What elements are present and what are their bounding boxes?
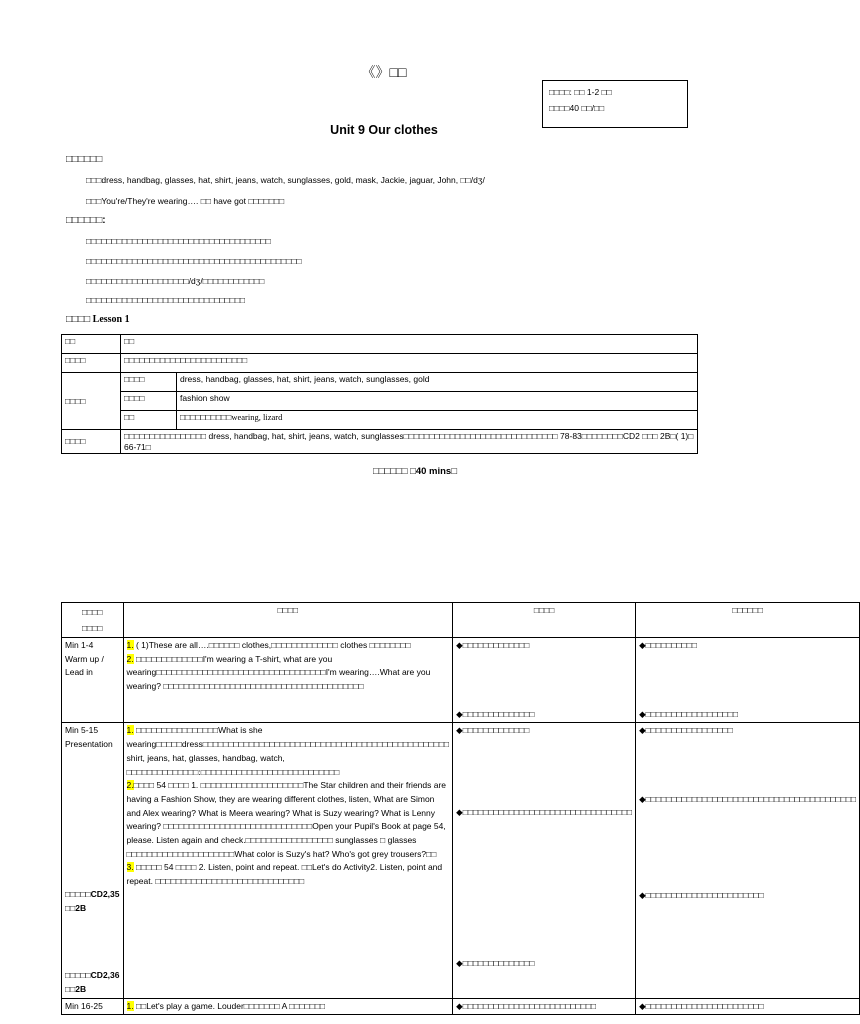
objectives-heading: □□□□□□: bbox=[66, 215, 106, 226]
prep-text: □□□□□□□□□□□□□□□□ dress, handbag, hat, shirt, jeans, watch, sunglasses□□□□□□□□□□□□□□□□□□□□□□□□□□□□□□ 78-83□□□□□□□□CD2 □□□ 2B□( 1)□ 66-71□ bbox=[121, 430, 698, 454]
goal-label: □□□□ bbox=[62, 354, 121, 373]
audio-note: □□□□□CD2,35 □□2B bbox=[65, 888, 120, 913]
table-row bbox=[62, 638, 860, 723]
activity-step bbox=[127, 724, 450, 779]
goal-text: □□□□□□□□□□□□□□□□□□□□□□□□ bbox=[121, 354, 698, 373]
step-number: 2. bbox=[126, 653, 134, 664]
purpose-item: ◆□□□□□□□□□□□□□□□□□□□□□□□ bbox=[639, 1000, 764, 1011]
lesson-info-box bbox=[542, 80, 688, 128]
stage-time-cell bbox=[62, 723, 124, 998]
purpose-item: ◆□□□□□□□□□□□□□□□□□□□□□□□□□□□□□□□□□□□□□□□□□ bbox=[639, 794, 857, 805]
lesson-info-line-2: □□□□40 □□/□□ bbox=[549, 103, 605, 113]
table-row bbox=[62, 411, 698, 430]
document-title: 《》□□ bbox=[361, 64, 407, 80]
step-text: □□□□□□□□□□□□□□□□What is she wearing□□□□□dress□□□□□□□□□□□□□□□□□□□□□□□□□□□□□□□□□□□□□□□□□□□□□□□□ shirt, jeans, hat, glasses, handbag, watch, □□□□□□□□□□□□□□:□□□□□□□□□□□□□□□□□□□□□□□□□□□ bbox=[126, 725, 450, 777]
purpose-item: ◆□□□□□□□□□□□□□□□□□□□□□□□ bbox=[639, 889, 764, 900]
objective-line-1: □□□□□□□□□□□□□□□□□□□□□□□□□□□□□□□□□□□□ bbox=[86, 236, 271, 246]
purpose-item: ◆□□□□□□□□□□□□□□□□□ bbox=[639, 725, 733, 736]
student-activity: ◆□□□□□□□□□□□□□□ bbox=[456, 957, 535, 968]
objective-line-4: □□□□□□□□□□□□□□□□□□□□□□□□□□□□□□□ bbox=[86, 295, 246, 305]
student-activity: ◆□□□□□□□□□□□□□□□□□□□□□□□□□□ bbox=[456, 1000, 597, 1011]
activity-cell bbox=[123, 638, 453, 723]
teaching-content-line-2: □□□You're/They're wearing…. □□ have got □□□□□□□ bbox=[86, 196, 285, 206]
step-number: 1. bbox=[126, 725, 134, 736]
table-row bbox=[62, 392, 698, 411]
procedure-header-purpose: □□□□□□ bbox=[636, 603, 860, 638]
step-number: 1. bbox=[126, 1000, 134, 1011]
content-key: □□□□ bbox=[121, 373, 177, 392]
procedure-header-student: □□□□ bbox=[453, 603, 636, 638]
student-activity: ◆□□□□□□□□□□□□□□ bbox=[456, 708, 535, 719]
step-text: □□□□□□□□□□□□□I'm wearing a T-shirt, what are you wearing□□□□□□□□□□□□□□□□□□□□□□□□□□□□□□□□□I'm wearing….What are you wearing? □□□□□□□□□□□□□□□□□□□□□□□□□□□□□□□□□□□□□□□ bbox=[126, 653, 431, 692]
activity-cell bbox=[123, 723, 453, 998]
teaching-content-line-1: □□□dress, handbag, glasses, hat, shirt, jeans, watch, sunglasses, gold, mask, Jackie, jaguar, John, □□/dʒ/ bbox=[86, 175, 485, 185]
stage-time: Min 5-15 Presentation bbox=[65, 725, 113, 750]
step-text: ( 1)These are all….□□□□□□ clothes,□□□□□□□□□□□□□ clothes □□□□□□□□ bbox=[133, 640, 411, 650]
step-number: 1. bbox=[126, 640, 134, 650]
content-key: □□□□ bbox=[121, 392, 177, 411]
purpose-item: ◆□□□□□□□□□□□□□□□□□□ bbox=[639, 708, 739, 719]
activity-step bbox=[127, 639, 450, 653]
table-row bbox=[62, 723, 860, 998]
step-text: □□Let's play a game. Louder□□□□□□□ A □□□□□□□ bbox=[133, 1000, 326, 1011]
unit-title: Unit 9 Our clothes bbox=[330, 123, 438, 137]
objective-line-2: □□□□□□□□□□□□□□□□□□□□□□□□□□□□□□□□□□□□□□□□□□ bbox=[86, 256, 302, 266]
activity-step bbox=[127, 653, 450, 694]
procedure-caption: □□□□□□ □40 mins□ bbox=[373, 466, 457, 477]
activity-step bbox=[127, 1000, 450, 1014]
purpose-cell bbox=[636, 723, 860, 998]
table-row bbox=[62, 335, 698, 354]
table-row bbox=[62, 373, 698, 392]
lesson-overview-table bbox=[61, 334, 698, 454]
activity-step bbox=[127, 779, 450, 861]
content-value: □□□□□□□□□□wearing, lizard bbox=[177, 411, 698, 430]
teaching-content-heading: □□□□□□ bbox=[66, 154, 103, 165]
student-activity: ◆□□□□□□□□□□□□□□□□□□□□□□□□□□□□□□□□□ bbox=[456, 807, 633, 818]
step-number: 2. bbox=[126, 780, 134, 791]
lesson-info-line-1: □□□□: □□ 1-2 □□ bbox=[549, 87, 612, 97]
step-text: □□□□□ 54 □□□□ 2. Listen, point and repeat. □□Let's do Activity2. Listen, point and repeat. □□□□□□□□□□□□□□□□□□□□□□□□□□□□□ bbox=[126, 862, 443, 887]
lesson-heading: □□□□ Lesson 1 bbox=[66, 314, 130, 325]
procedure-header-time: □□□□ □□□□ bbox=[62, 603, 124, 638]
procedure-header-activity: □□□□ bbox=[123, 603, 453, 638]
content-key: □□ bbox=[121, 411, 177, 430]
content-label: □□□□ bbox=[62, 373, 121, 430]
table-row bbox=[62, 998, 860, 1015]
content-value: fashion show bbox=[177, 392, 698, 411]
table-row bbox=[62, 430, 698, 454]
stage-time: Min 1-4 Warm up / Lead in bbox=[62, 638, 124, 723]
table-row bbox=[62, 603, 860, 638]
student-activity-cell bbox=[453, 723, 636, 998]
content-value: dress, handbag, glasses, hat, shirt, jeans, watch, sunglasses, gold bbox=[177, 373, 698, 392]
student-activity: ◆□□□□□□□□□□□□□ bbox=[456, 725, 530, 736]
student-activity-cell bbox=[453, 998, 636, 1015]
student-activity: ◆□□□□□□□□□□□□□ bbox=[456, 640, 530, 650]
purpose-item: ◆□□□□□□□□□□ bbox=[639, 640, 698, 650]
activity-step bbox=[127, 861, 450, 888]
overview-header-cell: □□ bbox=[62, 335, 121, 354]
overview-header-cell: □□ bbox=[121, 335, 698, 354]
purpose-cell bbox=[636, 998, 860, 1015]
step-text: □□□□ 54 □□□□ 1. □□□□□□□□□□□□□□□□□□□□The Star children and their friends are having a Fashion Show, they are wearing different clothes, listen, What are Simon and Alex wearing? What is Meera wearing? What is Suzy wearing? What is Lenny wearing? □□□□□□□□□□□□□□□□□□□□□□□□□□□□□Open your Pupil's Book at page 54, please. Listen again and check.□□□□□□□□□□□□□□□□□ sunglasses □ glasses □□□□□□□□□□□□□□□□□□□□□What color is Suzy's hat? Who's got grey trousers?□□ bbox=[126, 780, 447, 859]
purpose-cell bbox=[636, 638, 860, 723]
student-activity-cell bbox=[453, 638, 636, 723]
activity-cell bbox=[123, 998, 453, 1015]
prep-label: □□□□ bbox=[62, 430, 121, 454]
procedure-table bbox=[61, 602, 860, 1015]
step-number: 3. bbox=[126, 862, 134, 873]
stage-time: Min 16-25 bbox=[62, 998, 124, 1015]
table-row bbox=[62, 354, 698, 373]
audio-note: □□□□□CD2,36 □□2B bbox=[65, 970, 120, 994]
objective-line-3: □□□□□□□□□□□□□□□□□□□□/dʒ/□□□□□□□□□□□□ bbox=[86, 276, 265, 286]
